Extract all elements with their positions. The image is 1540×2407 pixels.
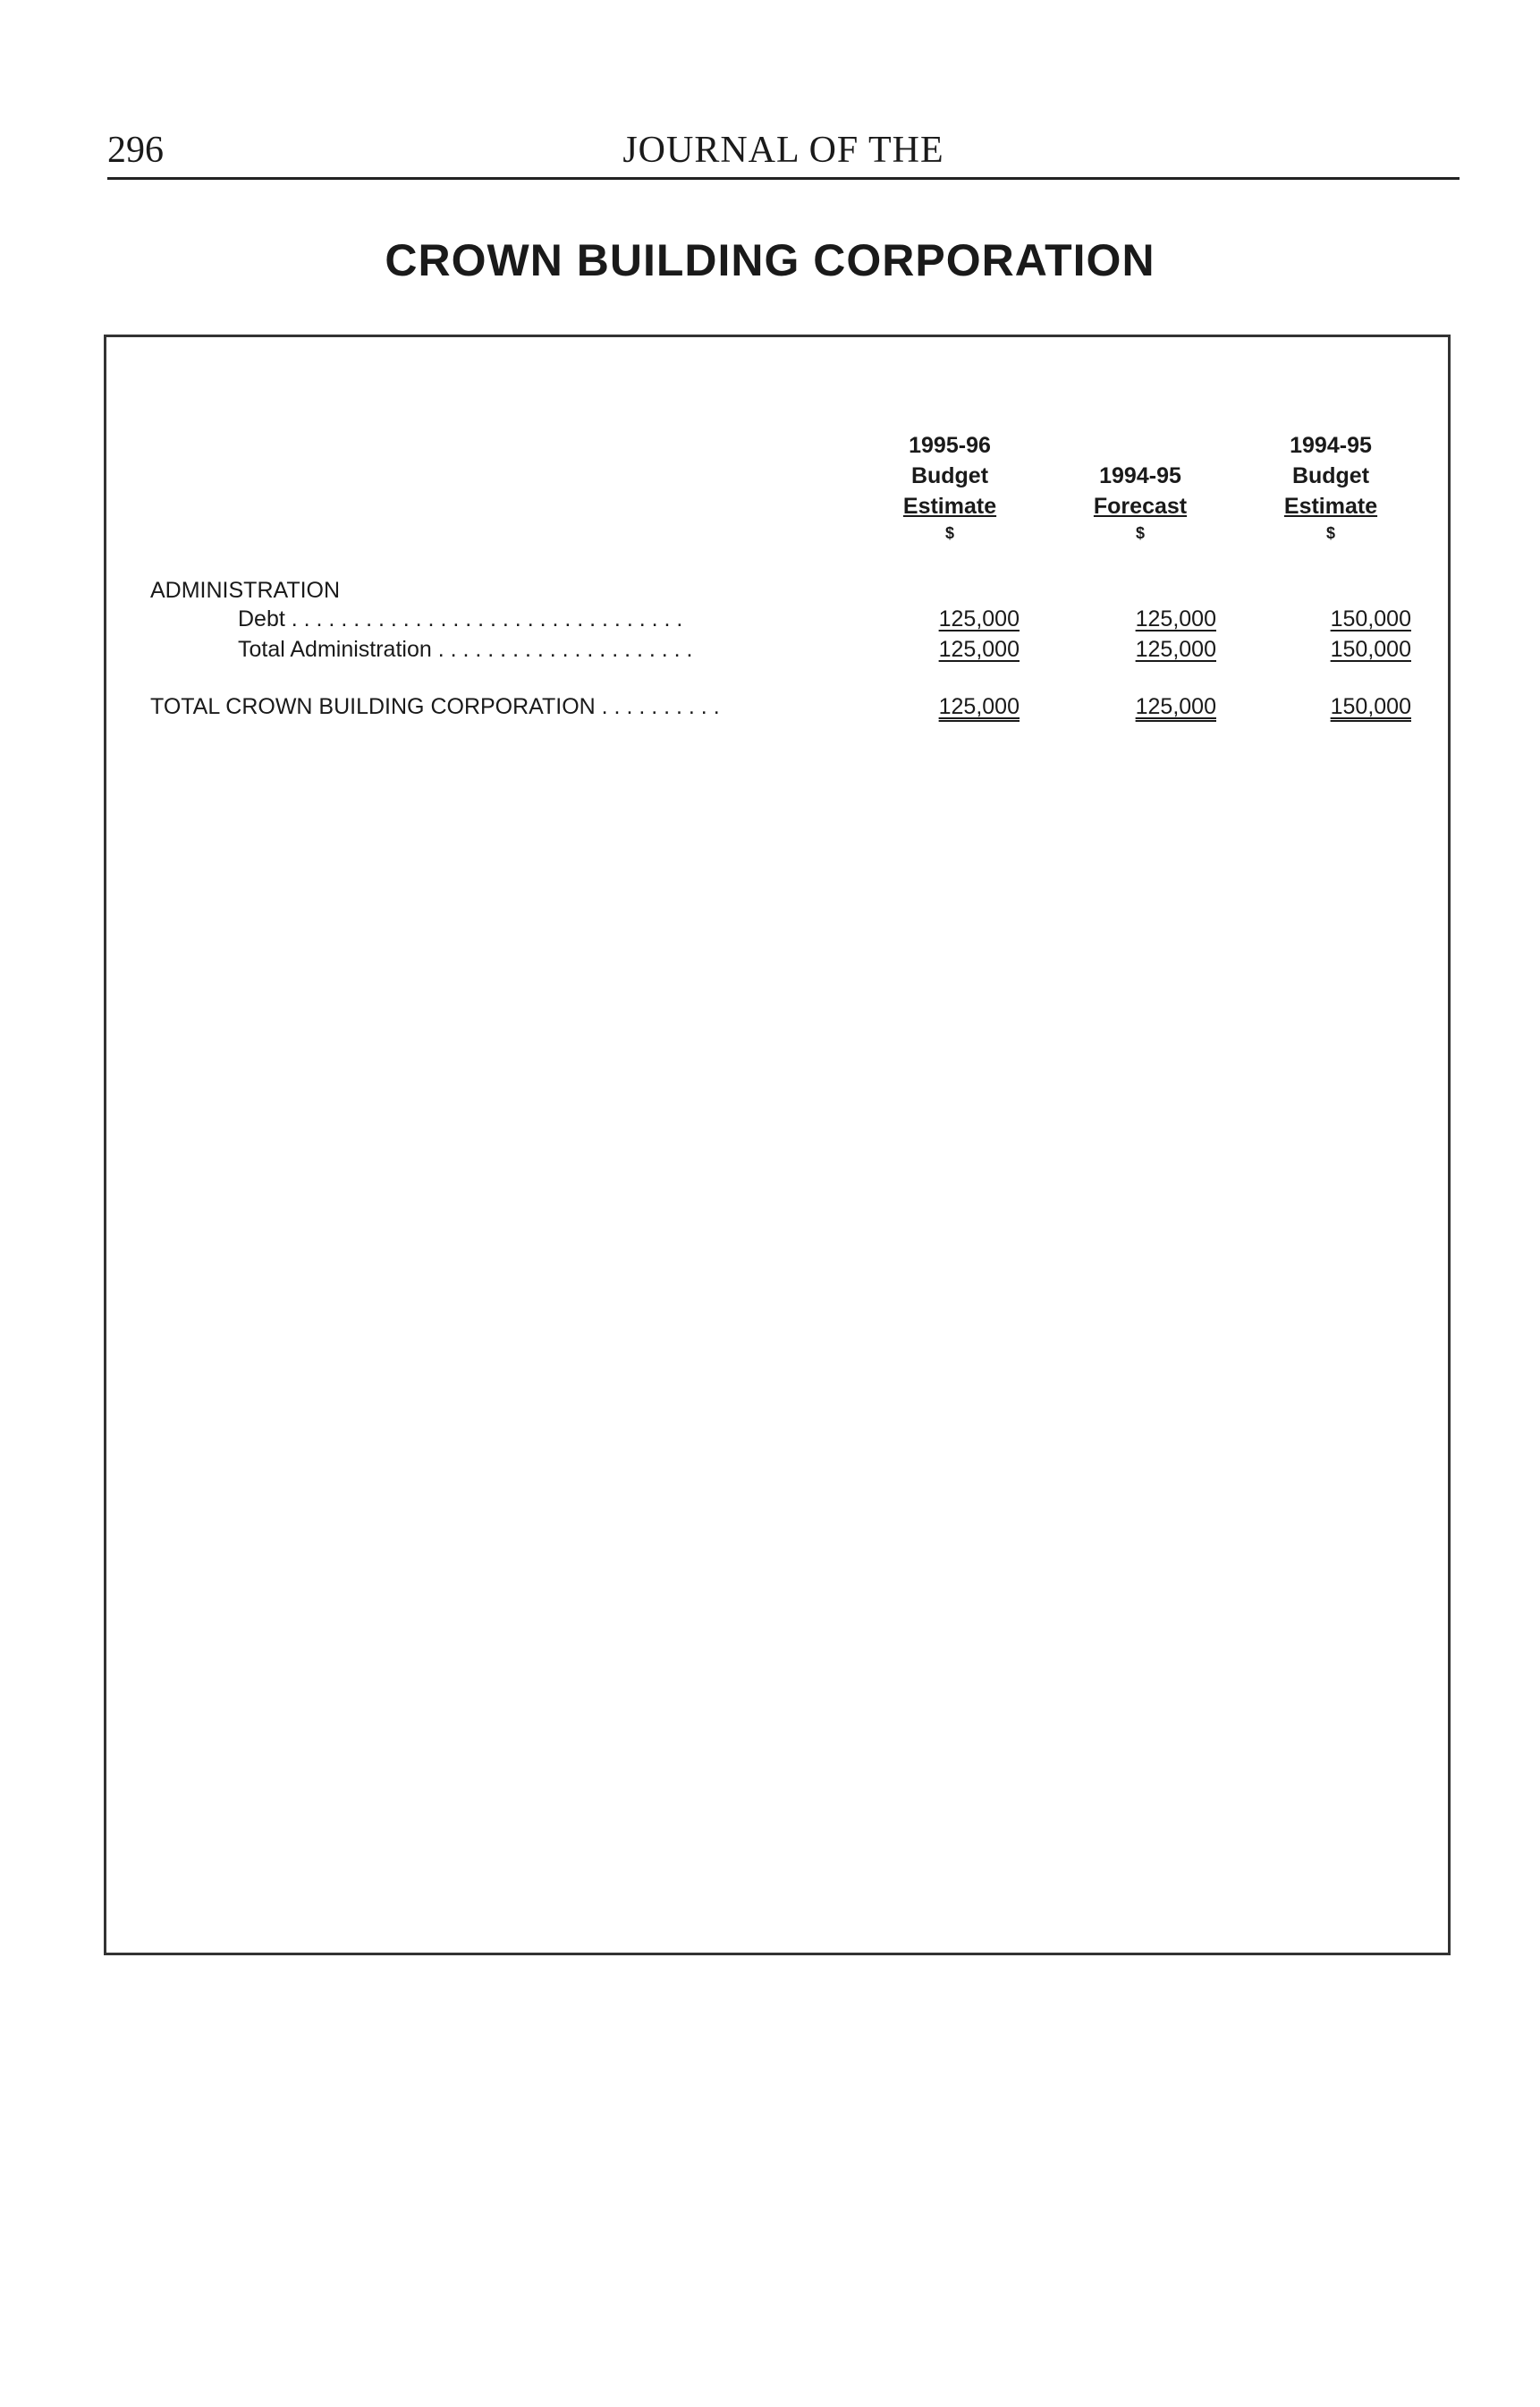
section-heading: ADMINISTRATION xyxy=(150,578,341,603)
cell-debt-col3: 150,000 xyxy=(1330,606,1411,631)
page-header xyxy=(107,122,1460,180)
cell-total-col3: 150,000 xyxy=(1330,694,1411,719)
col3-line2: Budget xyxy=(1291,463,1370,488)
cell-totadmin-col1: 125,000 xyxy=(938,637,1020,662)
cell-totadmin-col3: 150,000 xyxy=(1330,637,1411,662)
col3-unit: $ xyxy=(1325,524,1335,542)
col1-unit: $ xyxy=(944,524,954,542)
cell-debt-col1: 125,000 xyxy=(938,606,1020,631)
col1-line2: Budget xyxy=(910,463,989,488)
running-title: JOURNAL OF THE xyxy=(622,130,944,171)
page-number: 296 xyxy=(107,130,164,171)
col3-line3: Estimate xyxy=(1283,494,1378,519)
row-label-total-administration: Total Administration . . . . . . . . . . . . . . . . . . . . . xyxy=(238,637,693,662)
cell-total-col2: 125,000 xyxy=(1135,694,1216,719)
col2-line2: 1994-95 xyxy=(1099,463,1181,488)
row-label-debt: Debt . . . . . . . . . . . . . . . . . . . . . . . . . . . . . . . . xyxy=(238,606,683,631)
cell-totadmin-col2: 125,000 xyxy=(1135,637,1216,662)
cell-debt-col2: 125,000 xyxy=(1135,606,1216,631)
cell-total-col1: 125,000 xyxy=(938,694,1020,719)
page-title: CROWN BUILDING CORPORATION xyxy=(385,235,1155,285)
col2-unit: $ xyxy=(1135,524,1145,542)
col2-line3: Forecast xyxy=(1093,494,1188,519)
col1-line3: Estimate xyxy=(902,494,997,519)
row-label-grand-total: TOTAL CROWN BUILDING CORPORATION . . . . . . . . . . xyxy=(150,694,720,719)
col1-year: 1995-96 xyxy=(909,433,991,458)
col3-year: 1994-95 xyxy=(1290,433,1372,458)
